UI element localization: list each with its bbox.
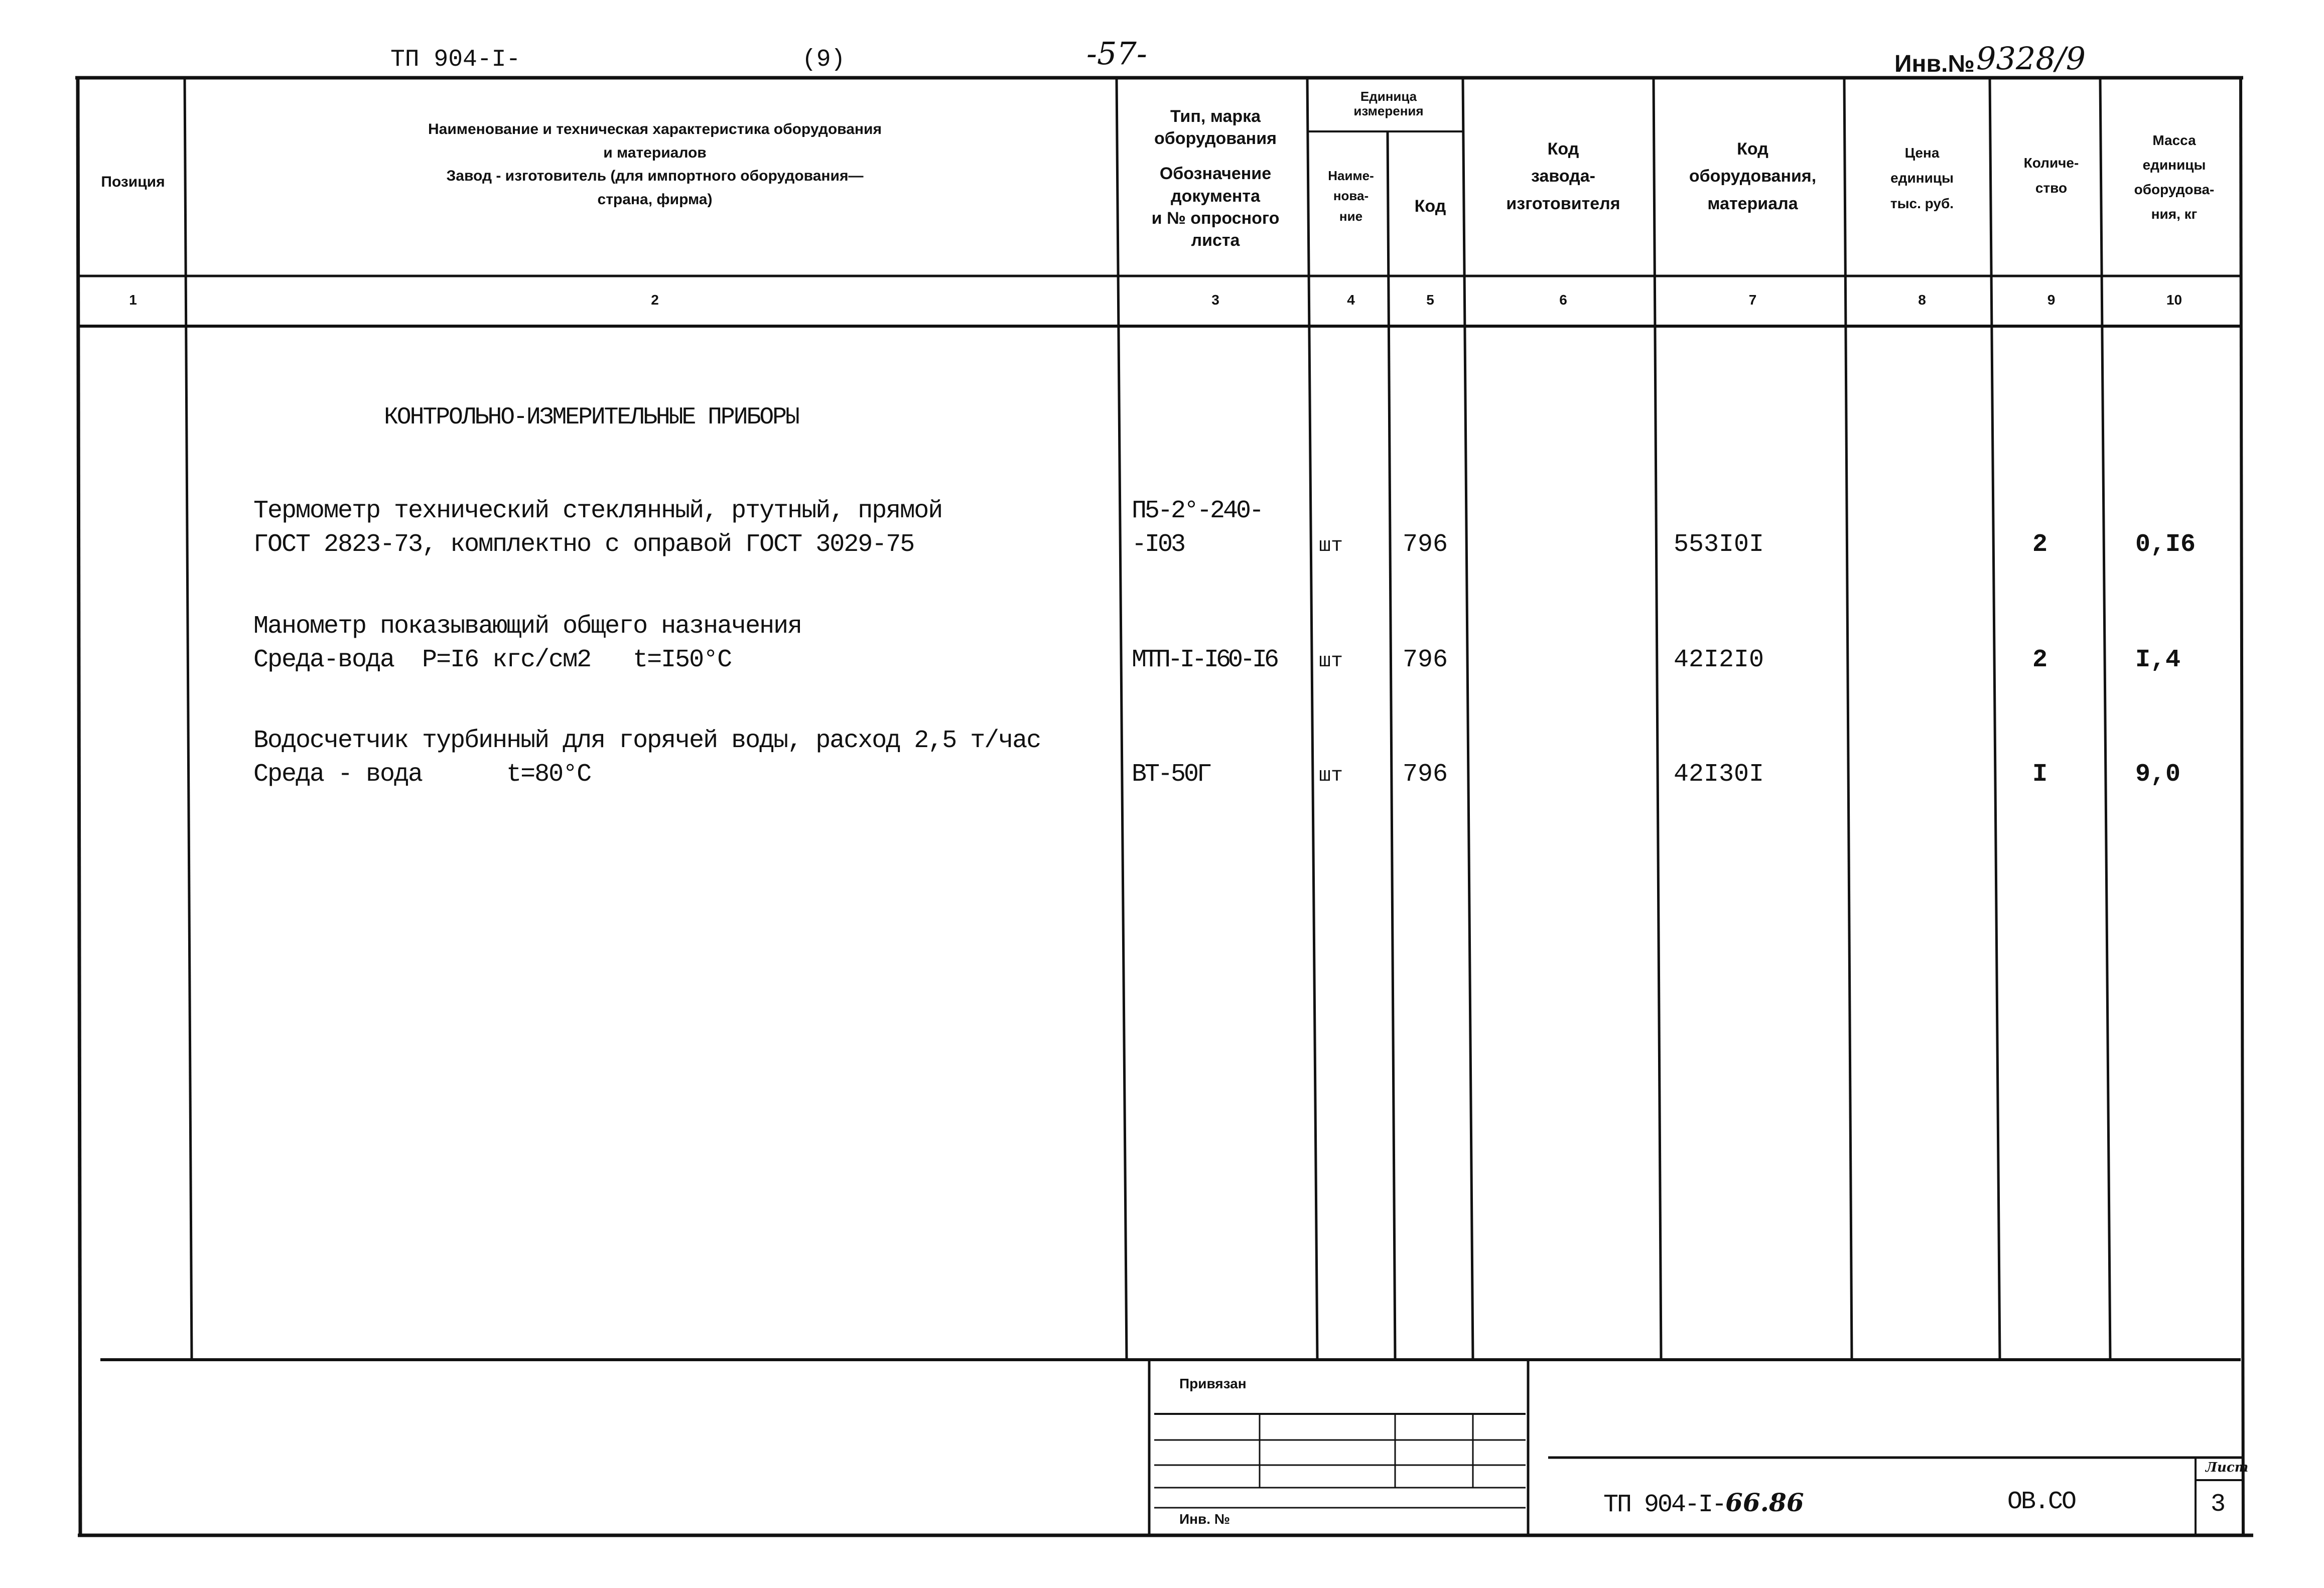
row-1-mass: 0,I6 [2135,530,2196,559]
col-price-line3: тыс. руб. [1890,195,1954,211]
stamp-doc-code-printed: ТП 904-I- [1603,1491,1726,1519]
col-factory-code-header [1470,135,1656,217]
col-equipment-code-header [1659,135,1847,217]
col-type-line6: листа [1191,230,1240,250]
col-mass-line4: ния, кг [2151,206,2198,222]
col-mass-line3: оборудова- [2134,182,2215,197]
row-1-quantity: 2 [2032,530,2048,559]
col-mass-line2: единицы [2142,157,2206,173]
col-number-8: 8 [1918,292,1926,308]
row-2-quantity: 2 [2032,646,2048,674]
col-unit-group-line1: Единица [1360,89,1417,104]
col-number-10: 10 [2166,292,2182,308]
col-number-9: 9 [2047,292,2056,308]
row-2-equipment-code: 42I2I0 [1674,646,1764,674]
row-3-quantity: I [2032,760,2048,789]
col-number-6: 6 [1559,292,1567,308]
row-1-unit: шт [1319,535,1343,557]
col-number-3: 3 [1211,292,1219,308]
col-unit-name-line1: Наиме- [1328,168,1374,183]
stamp-sheet-label: Лист [2206,1460,2249,1475]
stamp-doc-code-handwritten: 66.86 [1725,1488,1804,1517]
row-3-mass: 9,0 [2135,760,2181,789]
row-3-unit-code: 796 [1403,760,1448,789]
row-1-type-line2: -I03 [1132,530,1184,559]
col-qty-line1: Количе- [2023,155,2079,171]
col-unit-name-line2: нова- [1333,188,1369,204]
col-number-2: 2 [651,292,659,308]
col-factory-line3: изготовителя [1506,194,1620,213]
stamp-sheet-number: 3 [2211,1490,2226,1519]
col-type-line1: Тип, марка [1170,107,1261,126]
col-unit-code-header: Код [1414,197,1446,216]
stamp-mark: ОВ.СО [2007,1488,2076,1516]
col-quantity-header [1997,151,2105,201]
stamp-privyazan-label: Привязан [1179,1376,1247,1391]
col-type-line2: оборудования [1154,129,1277,149]
row-1-name-line2: ГОСТ 2823-73, комплектно с оправой ГОСТ 3029-75 [253,530,914,559]
col-price-line1: Цена [1904,145,1940,161]
col-price-line2: единицы [1890,170,1954,186]
col-name-header [191,118,1119,211]
section-title: КОНТРОЛЬНО-ИЗМЕРИТЕЛЬНЫЕ ПРИБОРЫ [384,404,798,431]
stamp-doc-code [1603,1488,1804,1519]
row-3-unit: шт [1319,765,1343,787]
col-number-1: 1 [129,292,137,308]
row-2-name-line1: Манометр показывающий общего назначения [253,612,802,641]
row-1-name-line1: Термометр технический стеклянный, ртутный, прямой [253,497,942,525]
col-number-4: 4 [1347,292,1355,308]
doc-code: ТП 904-I- [390,46,521,73]
inventory-label: Инв.№ [1894,51,1975,77]
col-number-5: 5 [1426,292,1434,308]
col-name-line3: Завод - изготовитель (для импортного оборудования— [446,168,864,184]
col-mass-line1: Масса [2152,132,2196,148]
row-2-unit-code: 796 [1403,646,1448,674]
row-2-name-line2: Среда-вода Р=I6 кгс/см2 t=I50°С [253,646,732,674]
col-factory-line1: Код [1547,139,1579,159]
row-1-unit-code: 796 [1403,530,1448,559]
col-qty-line2: ство [2035,180,2068,196]
col-name-line1: Наименование и техническая характеристика оборудования [428,121,882,137]
col-name-line2: и материалов [603,144,707,161]
row-3-type-line1: ВТ-50Г [1132,760,1210,789]
col-unit-name-line3: ние [1339,208,1363,224]
col-name-line4: страна, фирма) [597,191,713,208]
row-3-equipment-code: 42I30I [1674,760,1764,789]
stamp-inv-label: Инв. № [1179,1511,1231,1527]
col-equip-line3: материала [1707,194,1798,213]
col-unit-group-line2: измерения [1353,103,1424,118]
album-number: (9) [802,46,846,73]
col-price-header [1849,140,1995,216]
col-equip-line2: оборудования, [1689,167,1817,186]
col-equip-line1: Код [1737,139,1768,159]
col-type-line3: Обозначение [1159,164,1272,184]
row-2-type-line1: МТП-I-I60-I6 [1132,646,1277,674]
row-3-name-line1: Водосчетчик турбинный для горячей воды, расход 2,5 т/час [253,727,1041,755]
col-factory-line2: завода- [1531,167,1595,186]
col-type-line4: документа [1171,186,1260,206]
row-2-unit: шт [1319,650,1343,673]
col-mass-header [2108,128,2241,226]
col-type-header [1120,105,1311,251]
page-number: -57- [1086,35,1147,72]
col-number-7: 7 [1748,292,1757,308]
inventory-number: 9328/9 [1976,40,2086,77]
row-1-type-line1: П5-2°-240- [1132,497,1263,525]
col-type-line5: и № опросного [1151,208,1280,228]
row-2-mass: I,4 [2135,646,2181,674]
col-position-header: Позиция [101,174,165,190]
row-3-name-line2: Среда - вода t=80°С [253,760,591,789]
col-unit-group-header [1311,89,1466,118]
row-1-equipment-code: 553I0I [1674,530,1764,559]
col-unit-name-header [1311,166,1391,226]
